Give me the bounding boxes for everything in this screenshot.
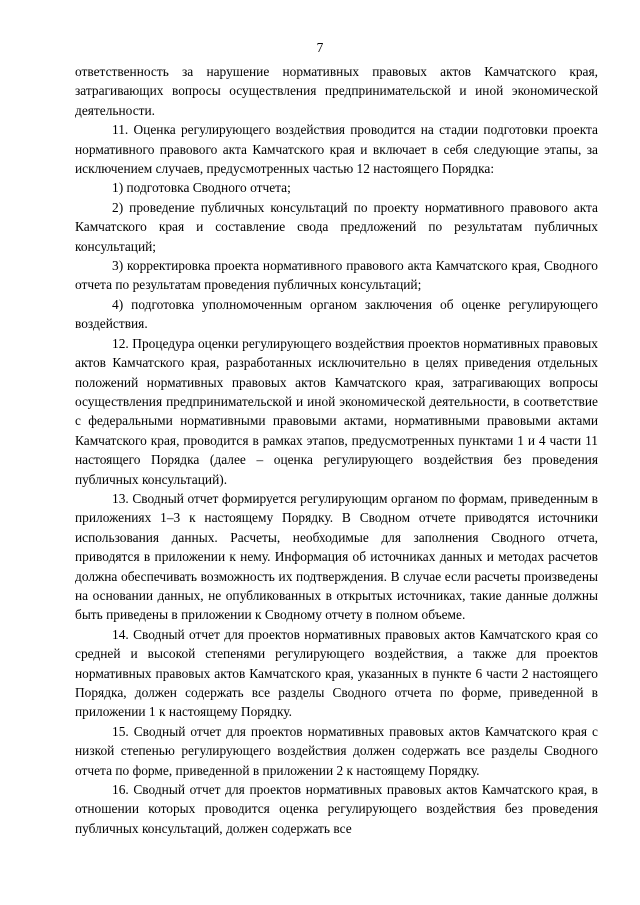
paragraph-16: 16. Сводный отчет для проектов нормативных правовых актов Камчатского края, в отношении которых проводится оценка регулирующего воздействия без проведения публичных консультаций, должен содержать все — [75, 782, 598, 836]
paragraph-continuation: ответственность за нарушение нормативных правовых актов Камчатского края, затрагивающих вопросы осуществления предпринимательской и иной экономической деятельности. — [75, 64, 598, 118]
list-item-3: 3) корректировка проекта нормативного правового акта Камчатского края, Сводного отчета по результатам проведения публичных консультаций; — [75, 258, 598, 293]
paragraph-12: 12. Процедура оценки регулирующего воздействия проектов нормативных правовых актов Камчатского края, разработанных исключительно в целях приведения отдельных положений нормативных правовых актов Камчатского края, затрагивающих вопросы осуществления предпринимательской и иной экономической деятельности, в соответствие с федеральными нормативными правовыми актами, нормативными правовыми актами Камчатского края, проводится в рамках этапов, предусмотренных пунктами 1 и 4 части 11 настоящего Порядка (далее – оценка регулирующего воздействия без проведения публичных консультаций). — [75, 335, 598, 487]
paragraph-14: 14. Сводный отчет для проектов нормативных правовых актов Камчатского края со средней и высокой степенями регулирующего воздействия, а также для проектов нормативных правовых актов Камчатского края, указанных в пункте 6 части 2 настоящего Порядка, должен содержать все разделы Сводного отчета по форме, приведенной в приложении 1 к настоящему Порядку. — [75, 626, 598, 720]
paragraph-13: 13. Сводный отчет формируется регулирующим органом по формам, приведенным в приложениях 1–3 к настоящему Порядку. В Сводном отчете приводятся источники использования данных. Расчеты, необходимые для заполнения Сводного отчета, приводятся в приложении к нему. Информация об источниках данных и методах расчетов должна обеспечивать возможность их подтверждения. В случае если расчеты произведены на основании данных, не опубликованных в открытых источниках, такие данные должны быть приведены в приложении к Сводному отчету в полном объеме. — [75, 490, 598, 623]
list-item-2: 2) проведение публичных консультаций по проекту нормативного правового акта Камчатского края и составление свода предложений по результатам публичных консультаций; — [75, 199, 598, 254]
list-item-1: 1) подготовка Сводного отчета; — [112, 180, 291, 196]
page-number: 7 — [316, 40, 324, 55]
list-item-4: 4) подготовка уполномоченным органом заключения об оценке регулирующего воздействия. — [75, 296, 598, 332]
paragraph-15: 15. Сводный отчет для проектов нормативных правовых актов Камчатского края с низкой степенью регулирующего воздействия должен содержать все разделы Сводного отчета по форме, приведенной в приложении 2 к настоящему Порядку. — [75, 723, 598, 778]
paragraph-11: 11. Оценка регулирующего воздействия проводится на стадии подготовки проекта нормативного правового акта Камчатского края и включает в себя следующие этапы, за исключением случаев, предусмотренных частью 12 настоящего Порядка: — [75, 122, 598, 177]
document-body — [75, 62, 598, 838]
